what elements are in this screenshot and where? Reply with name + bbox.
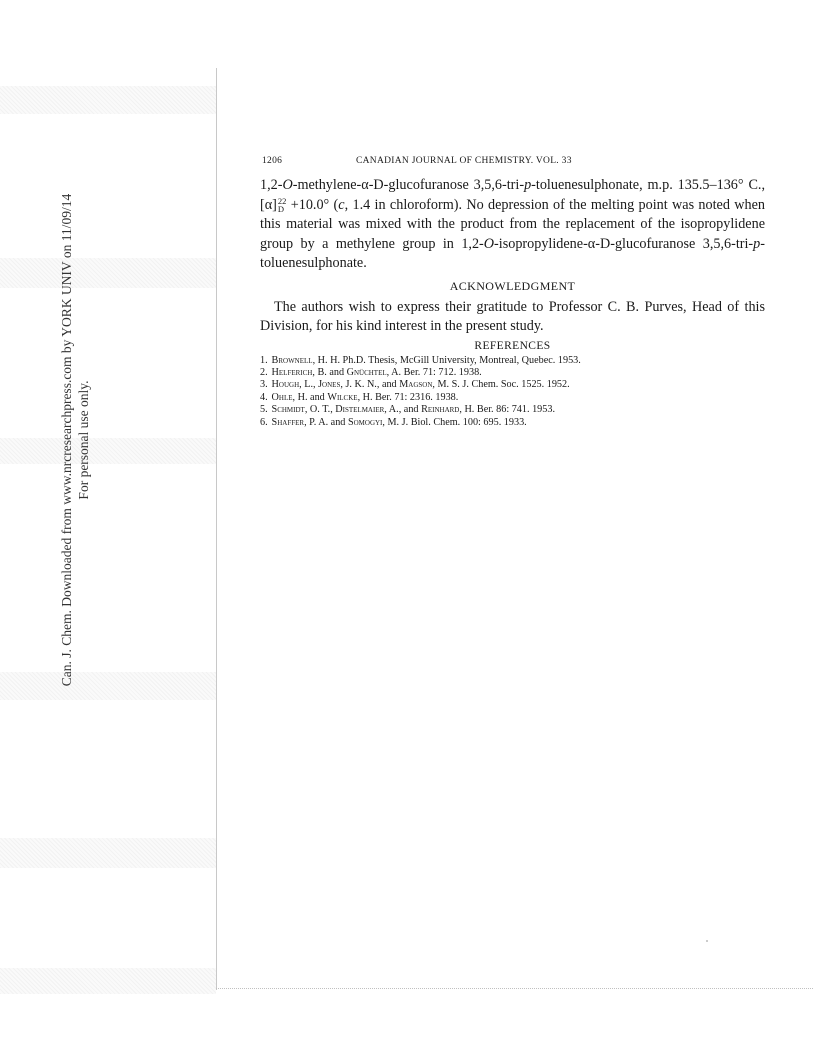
scan-speck — [706, 940, 708, 942]
scan-noise-band — [0, 258, 216, 288]
reference-item: 5. Schmidt, O. T., Distelmaier, A., and Reinhard, H. Ber. 86: 741. 1953. — [260, 404, 556, 416]
reference-item: 4. Ohle, H. and Wilcke, H. Ber. 71: 2316. 1938. — [260, 391, 459, 403]
reference-item: 3. Hough, L., Jones, J. K. N., and Magson, M. S. J. Chem. Soc. 1525. 1952. — [260, 379, 570, 391]
scan-noise-band — [0, 86, 216, 114]
reference-item: 6. Shaffer, P. A. and Somogyi, M. J. Biol. Chem. 100: 695. 1933. — [260, 416, 527, 428]
scan-noise-band — [0, 968, 216, 994]
download-stamp — [58, 110, 92, 770]
acknowledgment-paragraph: The authors wish to express their gratitude to Professor C. B. Purves, Head of this Division, for his kind interest in the present study. — [260, 298, 765, 334]
reference-item: 1. Brownell, H. H. Ph.D. Thesis, McGill University, Montreal, Quebec. 1953. — [260, 354, 581, 366]
personal-use-notice: For personal use only. — [76, 380, 91, 500]
references-heading: REFERENCES — [474, 339, 551, 352]
download-stamp-line: Can. J. Chem. Downloaded from www.nrcresearchpress.com by YORK UNIV on 11/09/14 — [59, 193, 74, 687]
page-gutter-line — [216, 68, 217, 990]
scan-noise-band — [0, 838, 216, 868]
journal-name: CANADIAN JOURNAL OF CHEMISTRY. VOL. 33 — [356, 156, 572, 166]
page-bottom-edge — [216, 988, 813, 990]
scan-noise-band — [0, 672, 216, 700]
acknowledgment-heading: ACKNOWLEDGMENT — [449, 278, 576, 293]
reference-list — [260, 355, 765, 429]
article-body — [260, 176, 765, 429]
body-paragraph: 1,2-O-methylene-α-D-glucofuranose 3,5,6-tri-p-toluenesulphonate, m.p. 135.5–136° C., [α] 22 D +10.0° (c, 1.4 in chloroform). No depression of the melting point was noted when this material was mixed with the product from the replacement of the isopropylidene group by a methylene group in 1,2-O-isopropylidene-α-D-glucofuranose 3,5,6-tri-p-toluenesulphonate. — [260, 177, 766, 271]
reference-item: 2. Helferich, B. and Gnüchtel, A. Ber. 71: 712. 1938. — [260, 366, 482, 378]
scan-noise-band — [0, 438, 216, 464]
page-number: 1206 — [262, 156, 283, 166]
